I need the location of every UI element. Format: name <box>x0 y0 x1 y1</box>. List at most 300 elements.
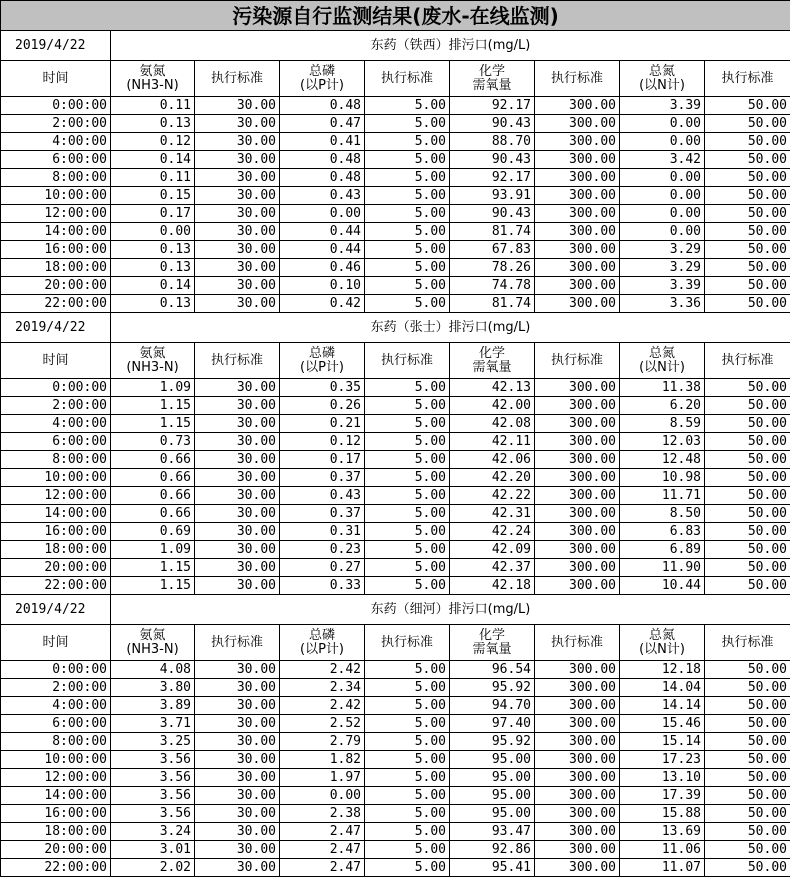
cell-time: 8:00:00 <box>1 451 111 469</box>
cell-time: 10:00:00 <box>1 751 111 769</box>
column-header-total-phosphorus: 总磷 (以P计) <box>280 61 365 97</box>
cell-cod-standard: 300.00 <box>535 841 620 859</box>
cell-phosphorus-standard: 5.00 <box>365 661 450 679</box>
cell-ammonia-standard: 30.00 <box>195 451 280 469</box>
cell-time: 8:00:00 <box>1 733 111 751</box>
cell-total-phosphorus: 0.41 <box>280 133 365 151</box>
cell-time: 12:00:00 <box>1 769 111 787</box>
cell-total-nitrogen: 13.69 <box>620 823 705 841</box>
cell-cod-standard: 300.00 <box>535 133 620 151</box>
cell-ammonia-nitrogen: 0.00 <box>111 223 195 241</box>
table-row <box>1 133 790 151</box>
cell-total-nitrogen: 14.14 <box>620 697 705 715</box>
cell-total-phosphorus: 0.17 <box>280 451 365 469</box>
cell-total-phosphorus: 0.00 <box>280 205 365 223</box>
cell-total-nitrogen: 6.83 <box>620 523 705 541</box>
column-header-row <box>1 625 790 661</box>
cell-ammonia-standard: 30.00 <box>195 259 280 277</box>
cell-total-nitrogen: 3.36 <box>620 295 705 313</box>
section-outlet-title: 东药（张士）排污口(mg/L) <box>111 313 790 343</box>
cell-total-nitrogen: 15.88 <box>620 805 705 823</box>
cell-phosphorus-standard: 5.00 <box>365 505 450 523</box>
section-date: 2019/4/22 <box>1 31 111 61</box>
column-header-ammonia-standard: 执行标准 <box>195 625 280 661</box>
cell-ammonia-standard: 30.00 <box>195 541 280 559</box>
cell-total-nitrogen: 13.10 <box>620 769 705 787</box>
cell-time: 0:00:00 <box>1 379 111 397</box>
cell-nitrogen-standard: 50.00 <box>705 559 790 577</box>
table-row <box>1 205 790 223</box>
cell-cod-standard: 300.00 <box>535 469 620 487</box>
cell-phosphorus-standard: 5.00 <box>365 787 450 805</box>
cell-total-nitrogen: 12.03 <box>620 433 705 451</box>
cell-total-nitrogen: 11.06 <box>620 841 705 859</box>
cell-time: 14:00:00 <box>1 505 111 523</box>
cell-nitrogen-standard: 50.00 <box>705 523 790 541</box>
table-row <box>1 523 790 541</box>
cell-ammonia-nitrogen: 0.66 <box>111 487 195 505</box>
cell-nitrogen-standard: 50.00 <box>705 169 790 187</box>
cell-cod: 96.54 <box>450 661 535 679</box>
cell-total-nitrogen: 15.14 <box>620 733 705 751</box>
cell-cod-standard: 300.00 <box>535 451 620 469</box>
cell-ammonia-standard: 30.00 <box>195 379 280 397</box>
cell-phosphorus-standard: 5.00 <box>365 415 450 433</box>
cell-ammonia-standard: 30.00 <box>195 859 280 877</box>
cell-total-nitrogen: 0.00 <box>620 205 705 223</box>
cell-nitrogen-standard: 50.00 <box>705 715 790 733</box>
cell-total-nitrogen: 12.18 <box>620 661 705 679</box>
cell-ammonia-nitrogen: 3.25 <box>111 733 195 751</box>
cell-total-phosphorus: 0.42 <box>280 295 365 313</box>
cell-ammonia-standard: 30.00 <box>195 697 280 715</box>
cell-total-phosphorus: 2.79 <box>280 733 365 751</box>
column-header-nitrogen-standard: 执行标准 <box>705 625 790 661</box>
cell-total-phosphorus: 2.42 <box>280 697 365 715</box>
cell-ammonia-standard: 30.00 <box>195 295 280 313</box>
cell-phosphorus-standard: 5.00 <box>365 751 450 769</box>
cell-ammonia-standard: 30.00 <box>195 577 280 595</box>
cell-total-nitrogen: 10.44 <box>620 577 705 595</box>
cell-total-nitrogen: 8.59 <box>620 415 705 433</box>
cell-total-phosphorus: 0.47 <box>280 115 365 133</box>
cell-ammonia-nitrogen: 3.56 <box>111 787 195 805</box>
cell-total-phosphorus: 0.37 <box>280 505 365 523</box>
table-row <box>1 223 790 241</box>
cell-total-nitrogen: 0.00 <box>620 187 705 205</box>
cell-cod: 81.74 <box>450 295 535 313</box>
cell-cod-standard: 300.00 <box>535 397 620 415</box>
cell-phosphorus-standard: 5.00 <box>365 433 450 451</box>
cell-time: 16:00:00 <box>1 805 111 823</box>
cell-total-nitrogen: 11.07 <box>620 859 705 877</box>
cell-cod-standard: 300.00 <box>535 523 620 541</box>
cell-ammonia-nitrogen: 1.15 <box>111 415 195 433</box>
cell-time: 22:00:00 <box>1 295 111 313</box>
cell-nitrogen-standard: 50.00 <box>705 223 790 241</box>
cell-cod: 74.78 <box>450 277 535 295</box>
cell-cod-standard: 300.00 <box>535 487 620 505</box>
cell-nitrogen-standard: 50.00 <box>705 841 790 859</box>
cell-cod-standard: 300.00 <box>535 205 620 223</box>
cell-cod: 95.92 <box>450 733 535 751</box>
cell-cod: 42.37 <box>450 559 535 577</box>
cell-cod: 88.70 <box>450 133 535 151</box>
title-row <box>1 1 790 31</box>
table-row <box>1 715 790 733</box>
cell-time: 2:00:00 <box>1 115 111 133</box>
cell-cod-standard: 300.00 <box>535 805 620 823</box>
cell-time: 10:00:00 <box>1 187 111 205</box>
cell-ammonia-standard: 30.00 <box>195 133 280 151</box>
cell-cod: 92.17 <box>450 169 535 187</box>
cell-total-nitrogen: 17.39 <box>620 787 705 805</box>
cell-phosphorus-standard: 5.00 <box>365 169 450 187</box>
cell-phosphorus-standard: 5.00 <box>365 841 450 859</box>
cell-ammonia-standard: 30.00 <box>195 805 280 823</box>
cell-ammonia-nitrogen: 0.15 <box>111 187 195 205</box>
column-header-cod: 化学 需氧量 <box>450 61 535 97</box>
cell-time: 2:00:00 <box>1 679 111 697</box>
cell-cod: 42.31 <box>450 505 535 523</box>
cell-cod: 42.13 <box>450 379 535 397</box>
cell-phosphorus-standard: 5.00 <box>365 541 450 559</box>
cell-nitrogen-standard: 50.00 <box>705 487 790 505</box>
column-header-total-phosphorus: 总磷 (以P计) <box>280 343 365 379</box>
cell-phosphorus-standard: 5.00 <box>365 523 450 541</box>
cell-ammonia-standard: 30.00 <box>195 223 280 241</box>
cell-time: 4:00:00 <box>1 415 111 433</box>
cell-total-nitrogen: 12.48 <box>620 451 705 469</box>
cell-ammonia-standard: 30.00 <box>195 733 280 751</box>
cell-nitrogen-standard: 50.00 <box>705 805 790 823</box>
cell-ammonia-nitrogen: 0.12 <box>111 133 195 151</box>
section-header-row <box>1 313 790 343</box>
table-row <box>1 805 790 823</box>
cell-phosphorus-standard: 5.00 <box>365 277 450 295</box>
cell-ammonia-standard: 30.00 <box>195 415 280 433</box>
column-header-row <box>1 343 790 379</box>
cell-total-phosphorus: 0.00 <box>280 787 365 805</box>
cell-cod-standard: 300.00 <box>535 679 620 697</box>
cell-phosphorus-standard: 5.00 <box>365 769 450 787</box>
cell-total-nitrogen: 11.90 <box>620 559 705 577</box>
cell-total-phosphorus: 0.12 <box>280 433 365 451</box>
cell-cod: 95.92 <box>450 679 535 697</box>
cell-ammonia-standard: 30.00 <box>195 277 280 295</box>
cell-total-phosphorus: 0.23 <box>280 541 365 559</box>
cell-total-nitrogen: 3.42 <box>620 151 705 169</box>
cell-ammonia-nitrogen: 0.11 <box>111 169 195 187</box>
cell-cod: 42.22 <box>450 487 535 505</box>
table-row <box>1 241 790 259</box>
cell-cod-standard: 300.00 <box>535 241 620 259</box>
cell-cod-standard: 300.00 <box>535 859 620 877</box>
cell-phosphorus-standard: 5.00 <box>365 205 450 223</box>
cell-total-nitrogen: 6.20 <box>620 397 705 415</box>
table-row <box>1 169 790 187</box>
cell-cod: 42.08 <box>450 415 535 433</box>
cell-ammonia-standard: 30.00 <box>195 679 280 697</box>
cell-cod-standard: 300.00 <box>535 823 620 841</box>
cell-total-phosphorus: 0.48 <box>280 151 365 169</box>
section-outlet-title: 东药（铁西）排污口(mg/L) <box>111 31 790 61</box>
cell-total-nitrogen: 3.39 <box>620 277 705 295</box>
cell-ammonia-nitrogen: 2.02 <box>111 859 195 877</box>
cell-time: 6:00:00 <box>1 151 111 169</box>
cell-total-phosphorus: 2.47 <box>280 823 365 841</box>
column-header-ammonia-nitrogen: 氨氮 (NH3-N) <box>111 61 195 97</box>
cell-ammonia-standard: 30.00 <box>195 97 280 115</box>
cell-cod: 95.00 <box>450 805 535 823</box>
cell-ammonia-standard: 30.00 <box>195 433 280 451</box>
cell-ammonia-nitrogen: 0.66 <box>111 469 195 487</box>
cell-phosphorus-standard: 5.00 <box>365 679 450 697</box>
cell-nitrogen-standard: 50.00 <box>705 187 790 205</box>
cell-ammonia-nitrogen: 3.71 <box>111 715 195 733</box>
cell-ammonia-standard: 30.00 <box>195 841 280 859</box>
table-row <box>1 505 790 523</box>
cell-phosphorus-standard: 5.00 <box>365 151 450 169</box>
cell-nitrogen-standard: 50.00 <box>705 577 790 595</box>
cell-nitrogen-standard: 50.00 <box>705 151 790 169</box>
cell-total-phosphorus: 0.43 <box>280 487 365 505</box>
table-row <box>1 541 790 559</box>
section-outlet-title: 东药（细河）排污口(mg/L) <box>111 595 790 625</box>
cell-cod-standard: 300.00 <box>535 559 620 577</box>
cell-cod-standard: 300.00 <box>535 541 620 559</box>
cell-total-nitrogen: 14.04 <box>620 679 705 697</box>
cell-time: 16:00:00 <box>1 241 111 259</box>
table-row <box>1 787 790 805</box>
cell-total-nitrogen: 10.98 <box>620 469 705 487</box>
cell-ammonia-nitrogen: 0.73 <box>111 433 195 451</box>
cell-total-nitrogen: 11.71 <box>620 487 705 505</box>
column-header-phosphorus-standard: 执行标准 <box>365 61 450 97</box>
cell-cod-standard: 300.00 <box>535 379 620 397</box>
cell-time: 18:00:00 <box>1 823 111 841</box>
cell-total-phosphorus: 0.10 <box>280 277 365 295</box>
cell-phosphorus-standard: 5.00 <box>365 397 450 415</box>
cell-total-phosphorus: 0.31 <box>280 523 365 541</box>
cell-ammonia-nitrogen: 3.24 <box>111 823 195 841</box>
column-header-ammonia-standard: 执行标准 <box>195 343 280 379</box>
cell-total-phosphorus: 1.82 <box>280 751 365 769</box>
cell-total-phosphorus: 2.42 <box>280 661 365 679</box>
cell-total-nitrogen: 0.00 <box>620 169 705 187</box>
cell-cod: 67.83 <box>450 241 535 259</box>
cell-cod-standard: 300.00 <box>535 787 620 805</box>
cell-time: 16:00:00 <box>1 523 111 541</box>
column-header-cod-standard: 执行标准 <box>535 343 620 379</box>
cell-total-nitrogen: 3.39 <box>620 97 705 115</box>
cell-time: 18:00:00 <box>1 259 111 277</box>
cell-time: 8:00:00 <box>1 169 111 187</box>
cell-total-phosphorus: 0.44 <box>280 223 365 241</box>
cell-ammonia-nitrogen: 4.08 <box>111 661 195 679</box>
cell-cod: 78.26 <box>450 259 535 277</box>
cell-cod-standard: 300.00 <box>535 751 620 769</box>
cell-ammonia-nitrogen: 1.09 <box>111 541 195 559</box>
cell-total-phosphorus: 0.43 <box>280 187 365 205</box>
cell-cod-standard: 300.00 <box>535 433 620 451</box>
cell-ammonia-nitrogen: 0.13 <box>111 295 195 313</box>
cell-ammonia-nitrogen: 1.15 <box>111 559 195 577</box>
cell-total-phosphorus: 2.52 <box>280 715 365 733</box>
cell-cod-standard: 300.00 <box>535 97 620 115</box>
table-row <box>1 697 790 715</box>
cell-cod-standard: 300.00 <box>535 169 620 187</box>
cell-cod: 95.41 <box>450 859 535 877</box>
table-row <box>1 397 790 415</box>
cell-time: 2:00:00 <box>1 397 111 415</box>
cell-cod: 93.91 <box>450 187 535 205</box>
cell-total-phosphorus: 0.35 <box>280 379 365 397</box>
column-header-total-nitrogen: 总氮 (以N计) <box>620 625 705 661</box>
cell-ammonia-nitrogen: 0.13 <box>111 259 195 277</box>
table-row <box>1 451 790 469</box>
cell-ammonia-standard: 30.00 <box>195 487 280 505</box>
cell-phosphorus-standard: 5.00 <box>365 97 450 115</box>
column-header-cod: 化学 需氧量 <box>450 343 535 379</box>
cell-time: 14:00:00 <box>1 787 111 805</box>
cell-phosphorus-standard: 5.00 <box>365 805 450 823</box>
cell-cod-standard: 300.00 <box>535 577 620 595</box>
cell-ammonia-standard: 30.00 <box>195 715 280 733</box>
table-row <box>1 841 790 859</box>
cell-time: 6:00:00 <box>1 715 111 733</box>
cell-nitrogen-standard: 50.00 <box>705 379 790 397</box>
cell-time: 20:00:00 <box>1 559 111 577</box>
cell-ammonia-nitrogen: 3.56 <box>111 751 195 769</box>
table-row <box>1 433 790 451</box>
cell-ammonia-nitrogen: 1.15 <box>111 577 195 595</box>
table-row <box>1 487 790 505</box>
cell-total-phosphorus: 2.38 <box>280 805 365 823</box>
cell-nitrogen-standard: 50.00 <box>705 505 790 523</box>
cell-ammonia-standard: 30.00 <box>195 205 280 223</box>
cell-ammonia-nitrogen: 0.69 <box>111 523 195 541</box>
cell-time: 20:00:00 <box>1 841 111 859</box>
table-row <box>1 277 790 295</box>
cell-time: 0:00:00 <box>1 661 111 679</box>
cell-nitrogen-standard: 50.00 <box>705 97 790 115</box>
column-header-cod: 化学 需氧量 <box>450 625 535 661</box>
table-row <box>1 379 790 397</box>
cell-cod-standard: 300.00 <box>535 187 620 205</box>
cell-total-phosphorus: 0.26 <box>280 397 365 415</box>
cell-ammonia-standard: 30.00 <box>195 241 280 259</box>
cell-phosphorus-standard: 5.00 <box>365 133 450 151</box>
cell-total-nitrogen: 0.00 <box>620 223 705 241</box>
table-row <box>1 733 790 751</box>
section-date: 2019/4/22 <box>1 313 111 343</box>
cell-cod: 42.20 <box>450 469 535 487</box>
table-row <box>1 823 790 841</box>
cell-phosphorus-standard: 5.00 <box>365 451 450 469</box>
cell-time: 10:00:00 <box>1 469 111 487</box>
section-header-row <box>1 595 790 625</box>
cell-total-phosphorus: 0.46 <box>280 259 365 277</box>
cell-cod: 81.74 <box>450 223 535 241</box>
table-row <box>1 769 790 787</box>
column-header-phosphorus-standard: 执行标准 <box>365 625 450 661</box>
column-header-total-nitrogen: 总氮 (以N计) <box>620 343 705 379</box>
cell-phosphorus-standard: 5.00 <box>365 697 450 715</box>
cell-ammonia-nitrogen: 0.13 <box>111 115 195 133</box>
cell-cod-standard: 300.00 <box>535 277 620 295</box>
cell-nitrogen-standard: 50.00 <box>705 241 790 259</box>
cell-total-phosphorus: 2.47 <box>280 859 365 877</box>
cell-cod: 92.86 <box>450 841 535 859</box>
cell-ammonia-standard: 30.00 <box>195 505 280 523</box>
cell-nitrogen-standard: 50.00 <box>705 277 790 295</box>
cell-total-nitrogen: 8.50 <box>620 505 705 523</box>
cell-nitrogen-standard: 50.00 <box>705 823 790 841</box>
column-header-time: 时间 <box>1 343 111 379</box>
cell-ammonia-standard: 30.00 <box>195 769 280 787</box>
cell-nitrogen-standard: 50.00 <box>705 433 790 451</box>
cell-cod: 92.17 <box>450 97 535 115</box>
cell-cod: 42.06 <box>450 451 535 469</box>
cell-ammonia-nitrogen: 3.01 <box>111 841 195 859</box>
cell-nitrogen-standard: 50.00 <box>705 697 790 715</box>
table-row <box>1 97 790 115</box>
cell-nitrogen-standard: 50.00 <box>705 733 790 751</box>
cell-total-nitrogen: 0.00 <box>620 133 705 151</box>
cell-cod: 42.18 <box>450 577 535 595</box>
cell-nitrogen-standard: 50.00 <box>705 679 790 697</box>
column-header-time: 时间 <box>1 61 111 97</box>
column-header-cod-standard: 执行标准 <box>535 625 620 661</box>
cell-phosphorus-standard: 5.00 <box>365 823 450 841</box>
cell-cod: 95.00 <box>450 751 535 769</box>
table-row <box>1 469 790 487</box>
cell-time: 12:00:00 <box>1 487 111 505</box>
cell-cod-standard: 300.00 <box>535 295 620 313</box>
table-row <box>1 859 790 877</box>
cell-cod: 42.00 <box>450 397 535 415</box>
cell-nitrogen-standard: 50.00 <box>705 115 790 133</box>
cell-cod-standard: 300.00 <box>535 223 620 241</box>
column-header-nitrogen-standard: 执行标准 <box>705 343 790 379</box>
cell-nitrogen-standard: 50.00 <box>705 469 790 487</box>
cell-ammonia-nitrogen: 0.66 <box>111 505 195 523</box>
cell-ammonia-nitrogen: 0.17 <box>111 205 195 223</box>
cell-time: 0:00:00 <box>1 97 111 115</box>
cell-cod: 95.00 <box>450 769 535 787</box>
cell-cod: 90.43 <box>450 151 535 169</box>
cell-cod-standard: 300.00 <box>535 259 620 277</box>
column-header-ammonia-nitrogen: 氨氮 (NH3-N) <box>111 343 195 379</box>
cell-time: 22:00:00 <box>1 859 111 877</box>
cell-nitrogen-standard: 50.00 <box>705 295 790 313</box>
cell-nitrogen-standard: 50.00 <box>705 397 790 415</box>
cell-phosphorus-standard: 5.00 <box>365 733 450 751</box>
cell-ammonia-standard: 30.00 <box>195 169 280 187</box>
section-date: 2019/4/22 <box>1 595 111 625</box>
cell-phosphorus-standard: 5.00 <box>365 259 450 277</box>
cell-phosphorus-standard: 5.00 <box>365 577 450 595</box>
table-row <box>1 187 790 205</box>
cell-ammonia-standard: 30.00 <box>195 661 280 679</box>
cell-ammonia-standard: 30.00 <box>195 115 280 133</box>
cell-total-nitrogen: 17.23 <box>620 751 705 769</box>
cell-cod: 93.47 <box>450 823 535 841</box>
table-row <box>1 661 790 679</box>
cell-ammonia-nitrogen: 3.56 <box>111 805 195 823</box>
cell-ammonia-nitrogen: 0.66 <box>111 451 195 469</box>
